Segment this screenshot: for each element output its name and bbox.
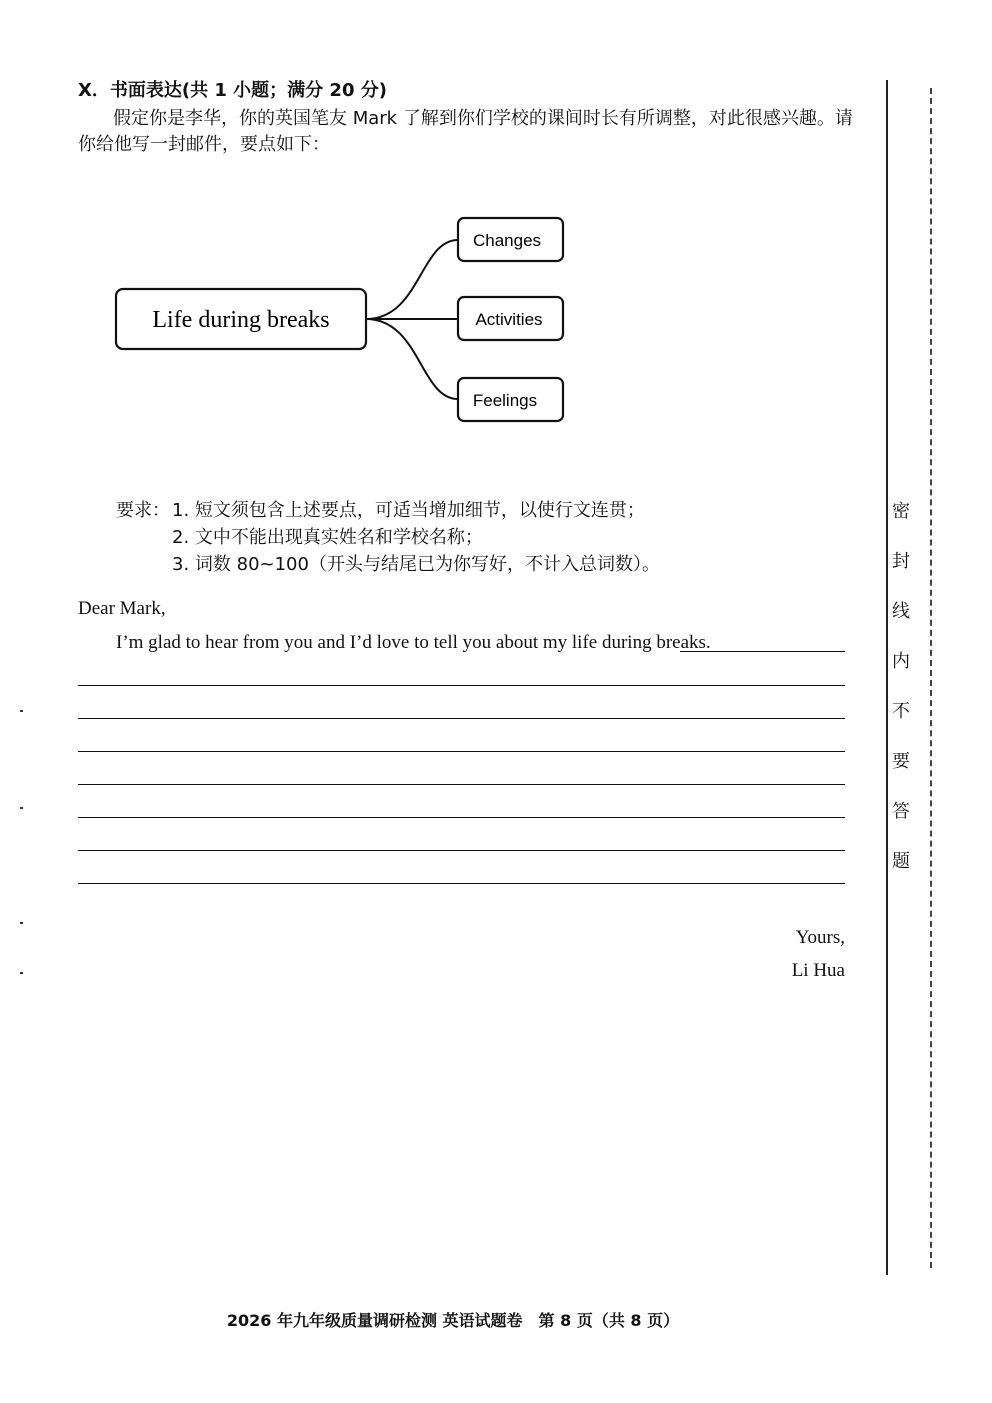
seal-char: 密 [892,501,910,522]
requirements-label: 要求： [116,500,170,521]
answer-line[interactable] [680,651,845,652]
mind-map-connector-changes [366,240,458,319]
seal-char: 不 [892,701,910,722]
seal-border-dashed [930,88,932,1268]
page-footer: 2026 年九年级质量调研检测 英语试题卷 第 8 页（共 8 页） [226,1311,680,1330]
answer-line[interactable] [78,817,845,818]
letter-salutation: Dear Mark, [78,598,166,619]
answer-line[interactable] [78,685,845,686]
seal-char: 题 [892,851,910,872]
question-heading: X．书面表达(共 1 小题；满分 20 分) [78,80,387,101]
task-intro-line-1: 假定你是李华，你的英国笔友 Mark 了解到你们学校的课间时长有所调整，对此很感兴趣。请 [113,108,853,129]
mind-map-connector-feelings [366,319,458,399]
task-intro-line-2: 你给他写一封邮件，要点如下： [78,134,330,155]
scan-speck [20,972,23,974]
letter-signature: Li Hua [791,960,845,981]
answer-line[interactable] [78,883,845,884]
seal-char: 要 [892,751,910,772]
requirement-item: 3. 词数 80~100（开头与结尾已为你写好，不计入总词数）。 [172,554,660,575]
answer-line[interactable] [78,718,845,719]
seal-char: 封 [892,551,910,572]
answer-line[interactable] [78,784,845,785]
seal-line-notice [886,500,916,900]
mind-map [100,205,600,435]
answer-line[interactable] [78,751,845,752]
mind-map-branch-feelings: Feelings [472,391,538,410]
requirement-item: 2. 文中不能出现真实姓名和学校名称； [172,527,483,548]
seal-char: 内 [892,651,910,672]
answer-line[interactable] [78,850,845,851]
requirement-item: 1. 短文须包含上述要点，可适当增加细节，以使行文连贯； [172,500,645,521]
letter-opening-sentence: I’m glad to hear from you and I’d love to tell you about my life during breaks. [116,632,711,653]
letter-closing: Yours, [795,927,845,948]
mind-map-branch-changes: Changes [472,231,542,250]
scan-speck [20,922,23,924]
mind-map-branch-activities: Activities [475,310,543,329]
seal-char: 答 [892,801,910,822]
scan-speck [20,807,23,809]
scan-speck [20,710,23,712]
seal-char: 线 [892,601,910,622]
mind-map-center-label: Life during breaks [152,307,330,333]
